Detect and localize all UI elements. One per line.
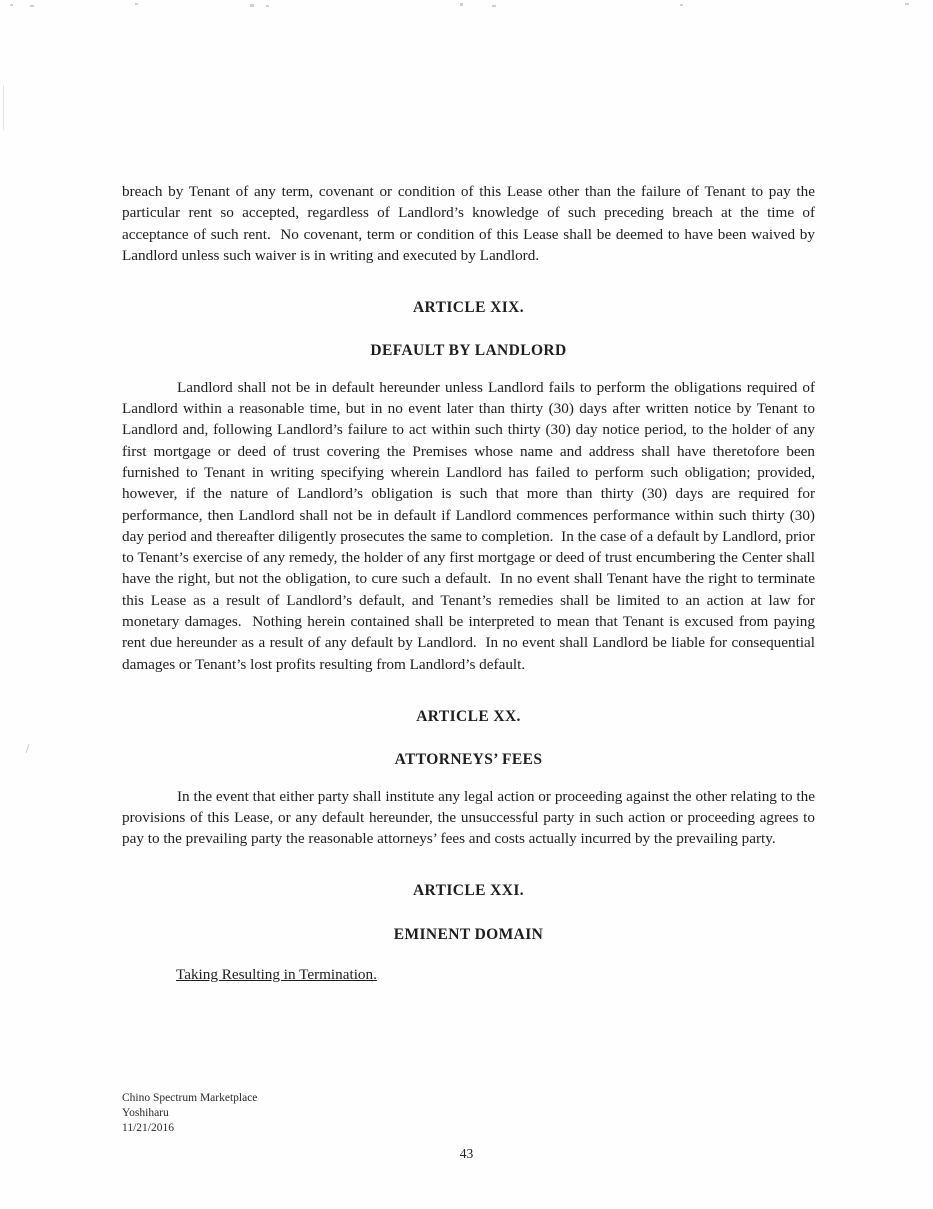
document-footer (122, 1091, 257, 1136)
article-xxi-title: EMINENT DOMAIN (393, 925, 544, 943)
subsection-heading-taking-resulting-in-termination (122, 964, 815, 985)
scan-artifact (10, 4, 13, 6)
article-xxi-number: ARTICLE XXI. (412, 882, 525, 900)
page-number: 43 (459, 1146, 474, 1161)
footer-tenant-name: Yoshiharu (122, 1107, 169, 1119)
scan-artifact (30, 5, 34, 7)
footer-project-name: Chino Spectrum Marketplace (122, 1092, 258, 1104)
article-xix-number: ARTICLE XIX. (412, 299, 525, 317)
article-xix-title: DEFAULT BY LANDLORD (370, 342, 567, 360)
scan-artifact (250, 4, 254, 7)
scan-artifact (266, 5, 269, 7)
article-xx-title: ATTORNEYS’ FEES (394, 751, 543, 769)
scan-artifact (460, 3, 463, 6)
continuation-paragraph: breach by Tenant of any term, covenant or condition of this Lease other than the failure of Tenant to pay the particular rent so accepted, regardless of Landlord’s knowledge of such preceding breach at the time of acceptance of such rent. No covenant, term or condition of this Lease shall be deemed to have been waived by Landlord unless such waiver is in writing and executed by Landlord. (122, 183, 819, 264)
article-xx-paragraph: In the event that either party shall institute any legal action or proceeding against the other relating to the provisions of this Lease, or any default hereunder, the unsuccessful party in such action or proceeding agrees to pay to the prevailing party the reasonable attorneys’ fees and costs actually incurred by the prevailing party. (122, 787, 819, 848)
scan-artifact (680, 4, 683, 6)
scan-artifact (26, 744, 30, 753)
document-body (122, 181, 819, 985)
article-xx-number: ARTICLE XX. (416, 707, 521, 725)
scan-artifact (3, 85, 4, 130)
footer-date: 11/21/2016 (122, 1122, 174, 1134)
subsection-heading-text: Taking Resulting in Termination. (176, 966, 377, 984)
scan-artifact (905, 3, 909, 5)
scan-artifact (492, 5, 496, 7)
article-xix-paragraph: Landlord shall not be in default hereunder unless Landlord fails to perform the obligations required of Landlord within a reasonable time, but in no event later than thirty (30) days after written notice by Tenant to Landlord and, following Landlord’s failure to act within such thirty (30) day notice period, to the holder of any first mortgage or deed of trust covering the Premises whose name and address shall have theretofore been furnished to Tenant in writing specifying wherein Landlord has failed to perform such obligation; provided, however, if the nature of Landlord’s obligation is such that more than thirty (30) days are required for performance, then Landlord shall not be in default if Landlord commences performance within such thirty (30) day period and thereafter diligently prosecutes the same to completion. In the case of a default by Landlord, prior to Tenant’s exercise of any remedy, the holder of any first mortgage or deed of trust encumbering the Center shall have the right, but not the obligation, to cure such a default. In no event shall Tenant have the right to terminate this Lease as a result of Landlord’s default, and Tenant’s remedies shall be limited to an action at law for monetary damages. Nothing herein contained shall be interpreted to mean that Tenant is excused from paying rent due hereunder as a result of any default by Landlord. In no event shall Landlord be liable for consequential damages or Tenant’s lost profits resulting from Landlord’s default. (122, 378, 819, 673)
scan-artifact (135, 3, 138, 5)
